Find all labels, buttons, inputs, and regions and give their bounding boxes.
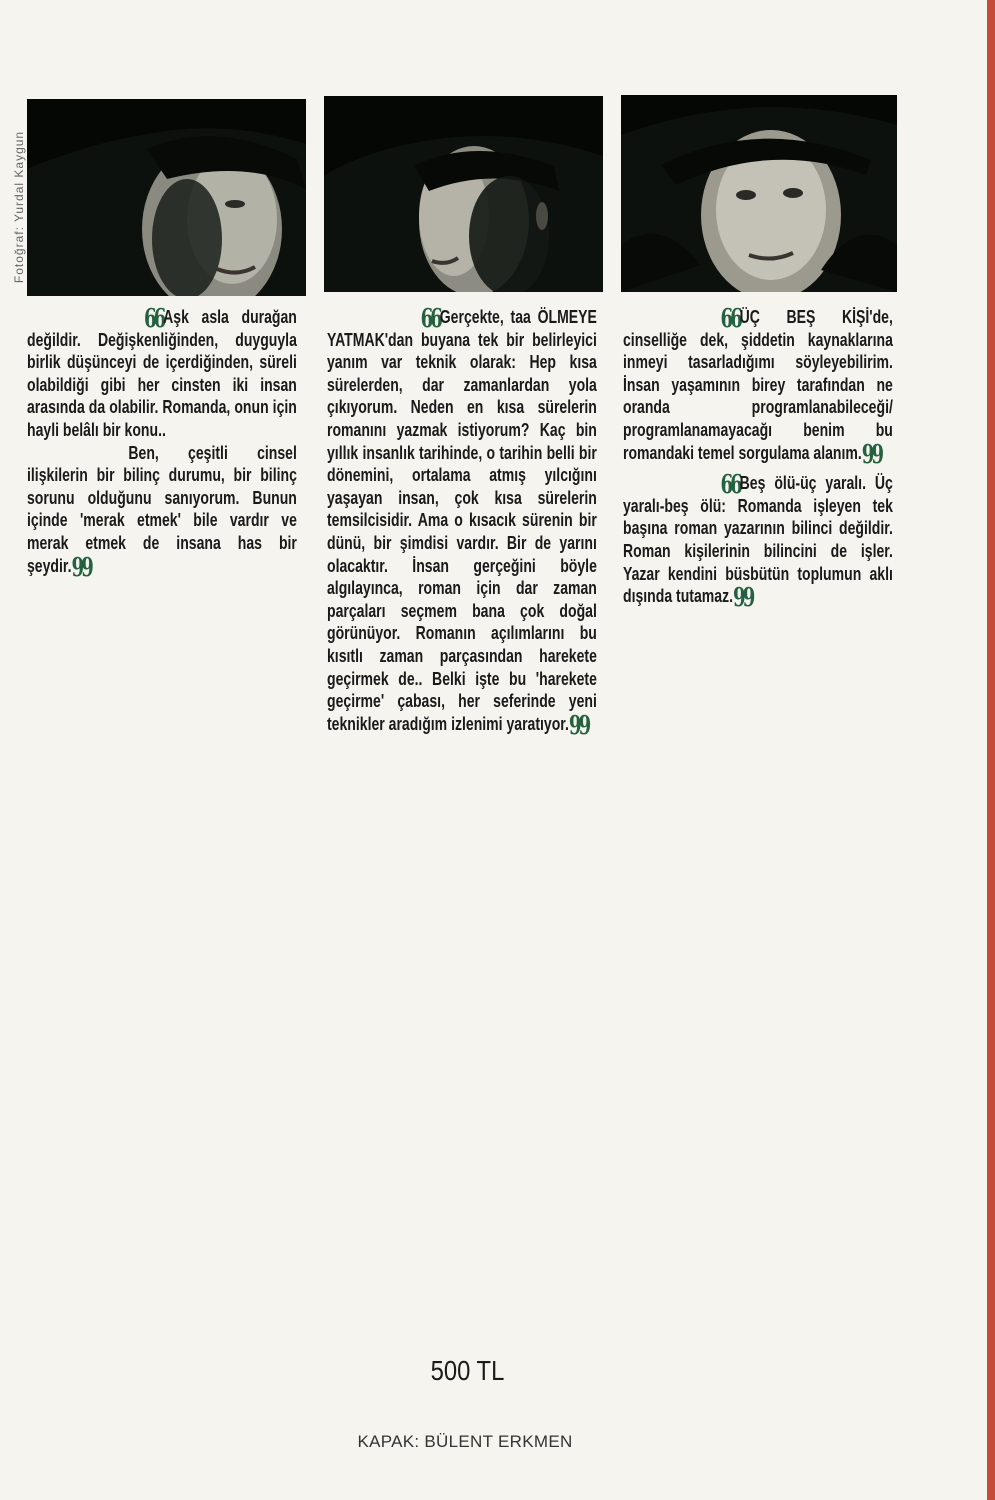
quote-2-paragraph-1 [327,304,597,741]
close-quote-icon: 99 [71,552,91,583]
portrait-image-3 [621,95,897,292]
portrait-photo-1 [27,99,306,296]
quote-column-3 [623,304,893,614]
open-quote-icon: 66 [720,470,740,501]
open-quote-icon: 66 [420,304,440,334]
quote-3-text-1: ÜÇ BEŞ KİŞİ'de, cinselliğe dek, şiddetin kaynaklarına inmeyi tasarladığımı söyleyebilirim. İnsan yaşamının birey tarafından ne oranda programlanabileceği/ programlanamayacağı benim bu romandaki temel sorgulama alanım. [623,307,893,463]
close-quote-icon: 99 [861,439,881,470]
page-edge [987,0,995,1500]
quote-1-paragraph-1 [27,306,297,442]
quote-1-paragraph-2 [27,442,297,583]
quote-column-2 [327,304,597,741]
quote-2-text-1: Gerçekte, taa ÖLMEYE YATMAK'dan buyana tek bir belirleyici yanım var teknik olarak: Hep kısa sürelerden, dar zamanlardan yola çıkıyorum. Neden en kısa sürelerin romanını yazmak istiyorum? Kaç bin yıllık insanlık tarihinde, o tarihin belli bir dönemini, ortalama atmış yılcığını yaşayan insan, çok kısa sürelerin temsilcisidir. Ama o kısacık sürenin bir dünü, bir şimdisi vardır. Bir de yarını olacaktır. İnsan gerçeğini böyle algılayınca, roman için dar zaman parçaları seçmem bana çok doğal görünüyor. Romanın açılımlarını bu kısıtlı zaman parçasından harekete geçirmek de.. Belki işte bu 'harekete geçirme' çabası, her seferinde yeni teknikler aradığım izlenimi yaratıyor. [327,307,597,734]
cover-credit: KAPAK: BÜLENT ERKMEN [357,1432,573,1451]
quote-1-text-2: Ben, çeşitli cinsel ilişkilerin bir bilinç durumu, bir bilinç sorunu olduğunu sanıyorum. Bunun içinde 'merak etmek' bile vardır ve merak etmek de insana has bir şeydir. [27,442,297,576]
quote-column-1 [27,304,297,583]
close-quote-icon: 99 [733,583,753,614]
open-quote-icon: 66 [144,304,164,334]
open-quote-icon: 66 [720,304,740,334]
close-quote-icon: 99 [568,710,589,741]
photo-credit [4,100,26,330]
quote-3-text-2: Beş ölü-üç yaralı. Üç yaralı-beş ölü: Romanda işleyen tek başına roman yazarının bilinci değildir. Roman kişilerinin bilincini de işler. Yazar kendini büsbütün toplumun aklı dışında tutamaz. [623,473,893,607]
price-label: 500 TL [430,1355,505,1386]
photo-credit-text: Fotoğraf: Yurdal Kaygun [12,130,26,284]
quote-3-paragraph-1 [623,304,893,470]
quote-3-paragraph-2 [623,470,893,614]
portrait-image-2 [324,96,603,292]
portrait-image-1 [27,99,306,296]
portrait-photo-2 [324,96,603,292]
quote-1-text-1: Aşk asla durağan değildir. Değişkenliğinden, duyguyla birlik düşünceyi de içerdiğinden, süreli olabildiği gibi her cinsten iki insan arasında da olabilir. Romanda, onun için hayli belâlı bir konu.. [27,307,297,440]
portrait-photo-3 [621,95,897,292]
